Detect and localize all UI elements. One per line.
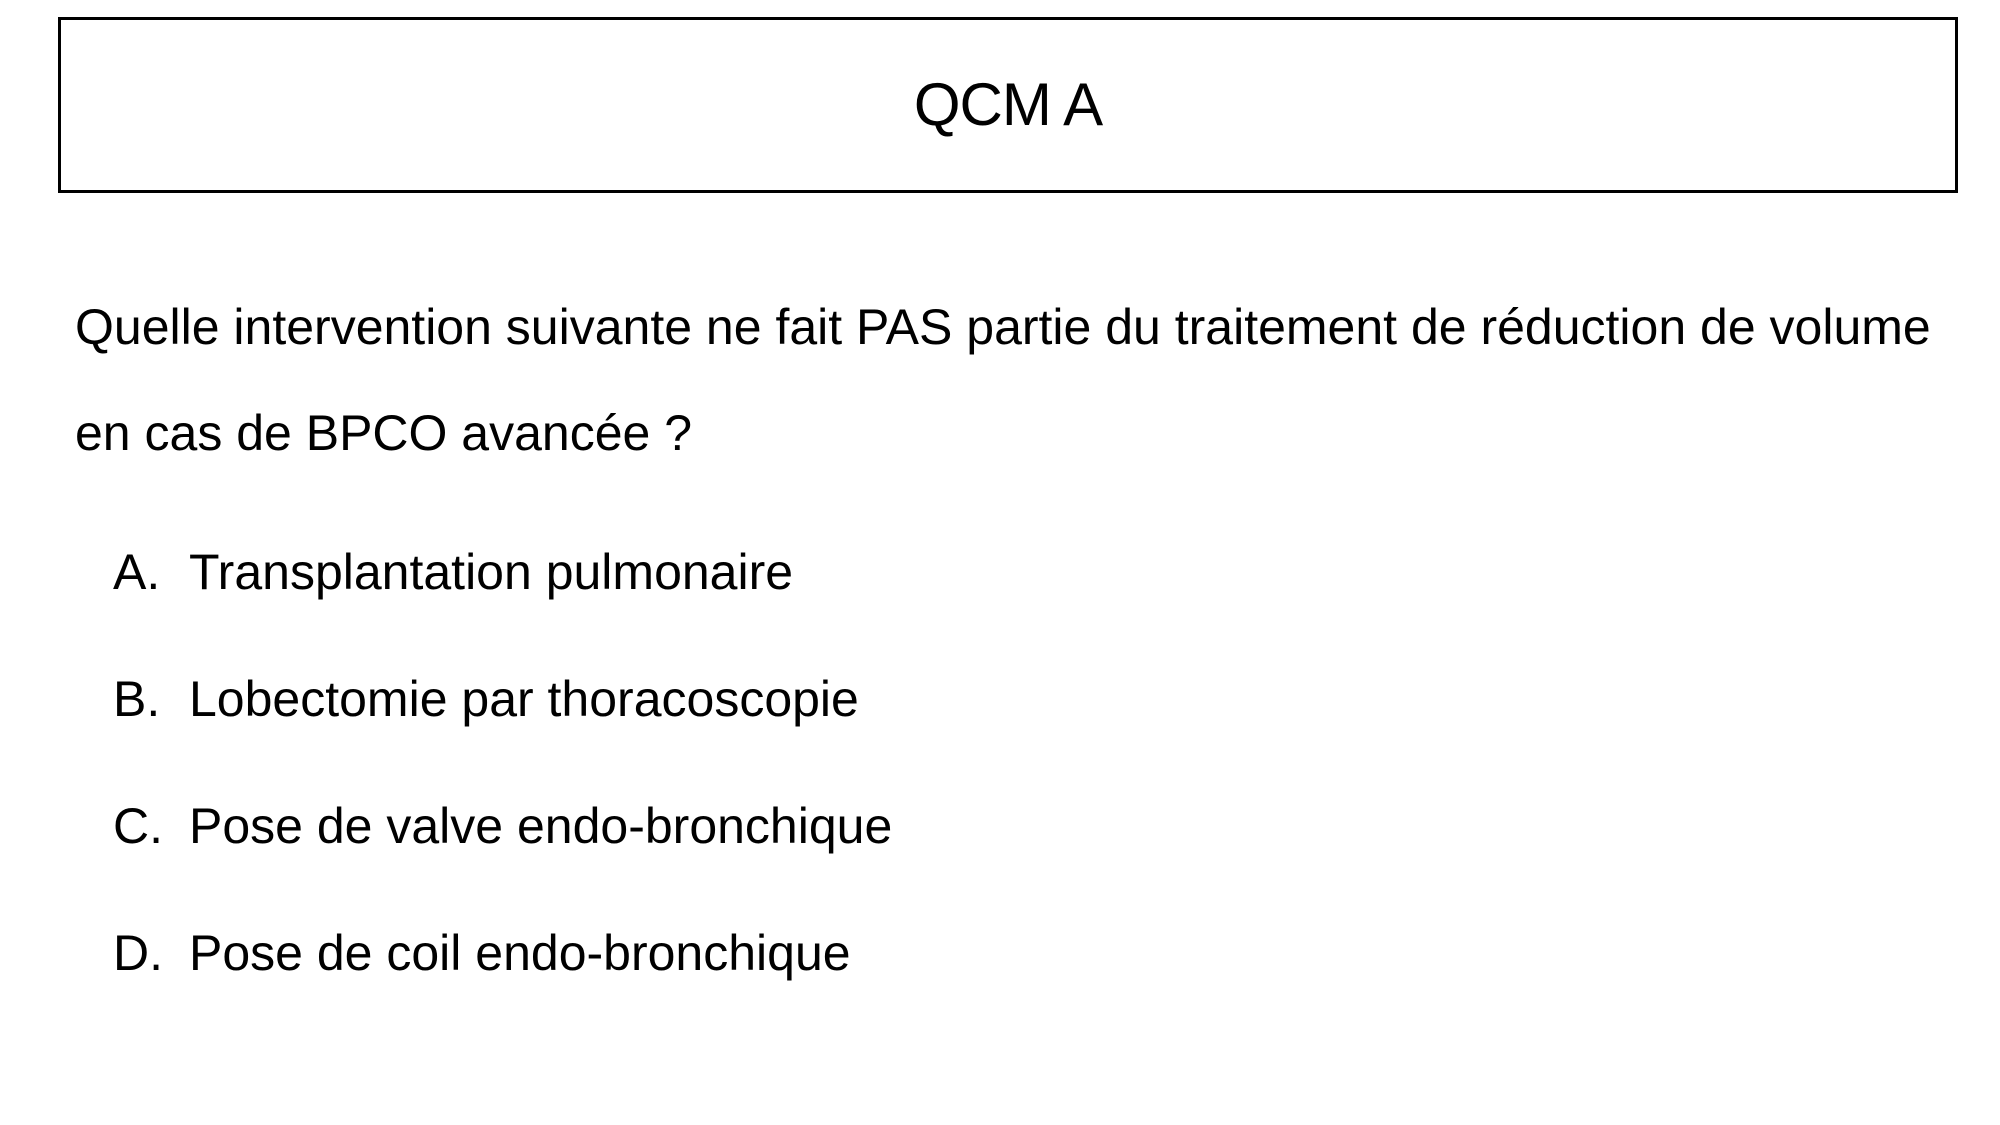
- title-box: [58, 17, 1958, 193]
- answer-text: Pose de valve endo-bronchique: [189, 798, 893, 854]
- answer-text: Pose de coil endo-bronchique: [189, 925, 851, 981]
- answer-letter: D.: [113, 925, 163, 981]
- answer-list: [113, 534, 892, 1042]
- answer-option-d[interactable]: [113, 915, 892, 1042]
- answer-letter: C.: [113, 798, 163, 854]
- slide-title: QCM A: [913, 71, 1103, 138]
- answer-option-a[interactable]: [113, 534, 892, 661]
- answer-text: Transplantation pulmonaire: [189, 544, 794, 600]
- answer-letter: B.: [113, 671, 161, 727]
- answer-option-c[interactable]: [113, 788, 892, 915]
- answer-text: Lobectomie par thoracoscopie: [189, 671, 859, 727]
- answer-option-b[interactable]: [113, 661, 892, 788]
- question-text: Quelle intervention suivante ne fait PAS partie du traitement de réduction de volume en cas de BPCO avancée ?: [75, 299, 1931, 461]
- answer-letter: A.: [113, 544, 161, 600]
